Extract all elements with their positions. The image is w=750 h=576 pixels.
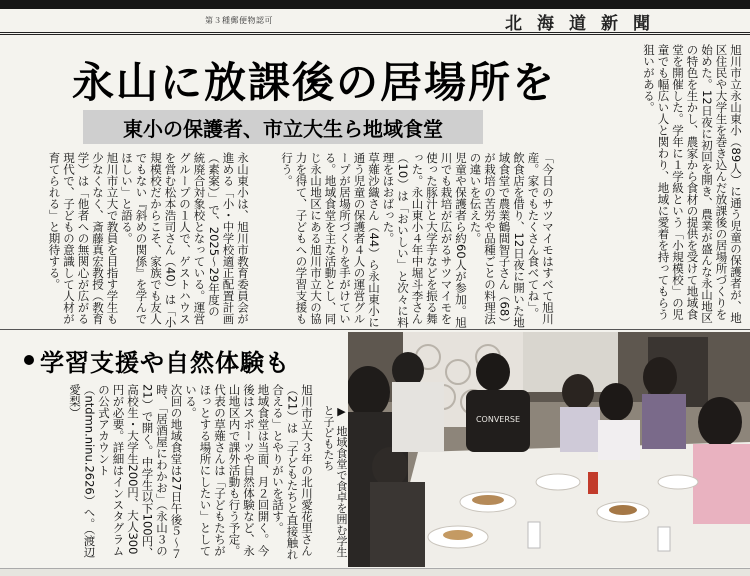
article-subheadline bbox=[83, 110, 483, 144]
body-paragraph: 永山東小は、旭川市教育委員会が進める「小・中学校適正配置計画（素案）」で、2025〜29年度の統廃合対象校となっている。運営グループの１人で、ゲストハウスを営む松本浩司さん（40）は「小規模校だからこそ、家族でも友人でもない『斜めの関係』を学んでほしい」と語る。 bbox=[120, 152, 250, 328]
top-border bbox=[0, 0, 750, 9]
article-headline: 永山に放課後の居場所を bbox=[72, 58, 557, 107]
body-paragraph: 旭川市立大３年の北川愛花里さん（21）は「子どもたちと直接触れ合える」とやりがいを話す。 bbox=[271, 384, 314, 560]
body-paragraph: 地域食堂は当面、月２回開く。今後はスポーツや自然体験など、永山地区内で課外活動も行う予定。代表の草薙さんは「子どもたちがほっとする場所にしたい」としている。 bbox=[184, 384, 271, 557]
body-paragraph: 次回の地域食堂は27日午後５〜７時、「居酒屋にわかお」（永山３の21）で開く。中学生以下100円、高校生・大学生200円、大人300円が必要。詳細はインスタグラムの公式アカウント（ntdmn.ninu.2626）へ。（渡辺愛梨） bbox=[68, 384, 184, 560]
subheadline-text: 東小の保護者、市立大生ら地域食堂 bbox=[123, 116, 443, 141]
section-subheadline bbox=[20, 340, 335, 380]
body-column-top-right bbox=[560, 44, 743, 328]
mail-permit-label: 第３種郵便物認可 bbox=[205, 16, 273, 25]
photo-caption bbox=[322, 405, 348, 565]
bullet-dot bbox=[24, 355, 34, 365]
body-column-top-middle bbox=[255, 152, 555, 328]
body-paragraph: 草薙沙織さん（44）ら永山東小に通う児童の保護者４人の運営グループが居場所づくりを手がけている。地域食堂を主な活動とし、同じ永山地区にある旭川市立大の協力を得て、子どもへの学習支援も行う。 bbox=[280, 152, 381, 328]
body-column-bottom bbox=[14, 384, 314, 564]
body-paragraph: 旭川市立永山東小（89人）に通う児童の保護者が、地区住民や大学生を巻き込んだ放課後の居場所づくりを始めた。12日夜に初回を開き、農業が盛んな永山地区の特色を生かし、農家から食材の提供を受けて地域食堂を開催した。学年に１学級という「小規模校」の児童でも幅広い人と関わり、地域に愛着を持ってもらう狙いがある。 bbox=[642, 44, 743, 324]
section-divider bbox=[0, 329, 750, 330]
masthead-rule-secondary bbox=[0, 34, 750, 35]
body-column-top-left bbox=[12, 152, 250, 328]
shirt-print: CONVERSE bbox=[475, 415, 521, 424]
caption-text: 地域食堂で食卓を囲む学生と子どもたち bbox=[322, 405, 348, 558]
body-paragraph: 旭川市立大で教員を目指す学生も少なくなく、斎藤真宏教授（教育学）は「他者への無関心が広がる現代で、子どもの意識して人材が育てられる」と期待する。 bbox=[47, 152, 120, 325]
newspaper-name: 北海道新聞 bbox=[505, 14, 665, 34]
masthead-rule bbox=[0, 32, 750, 33]
article-photo bbox=[348, 332, 750, 567]
section-subheadline-text: 学習支援や自然体験も bbox=[40, 347, 290, 377]
dining-scene-illustration bbox=[348, 332, 750, 567]
body-paragraph: 「今日のサツマイモはすべて旭川産。家でもたくさん食べてね」。飲食店を借り、12日夜に開いた地域食堂で農業鶴間智子さん（68）が栽培の苦労や品種ごとの料理法の違いを伝えた。 bbox=[468, 152, 555, 328]
bottom-strip bbox=[0, 568, 750, 576]
body-paragraph: 児童や保護者ら約60人が参加。旭川でも栽培が広がるサツマイモを使った豚汁と大学芋などを振る舞った。永山東小４年中堀斗李さん（10）は「おいしい」と次々に料理をほおばった。 bbox=[381, 152, 468, 328]
caption-marker: ▶ bbox=[335, 405, 348, 418]
